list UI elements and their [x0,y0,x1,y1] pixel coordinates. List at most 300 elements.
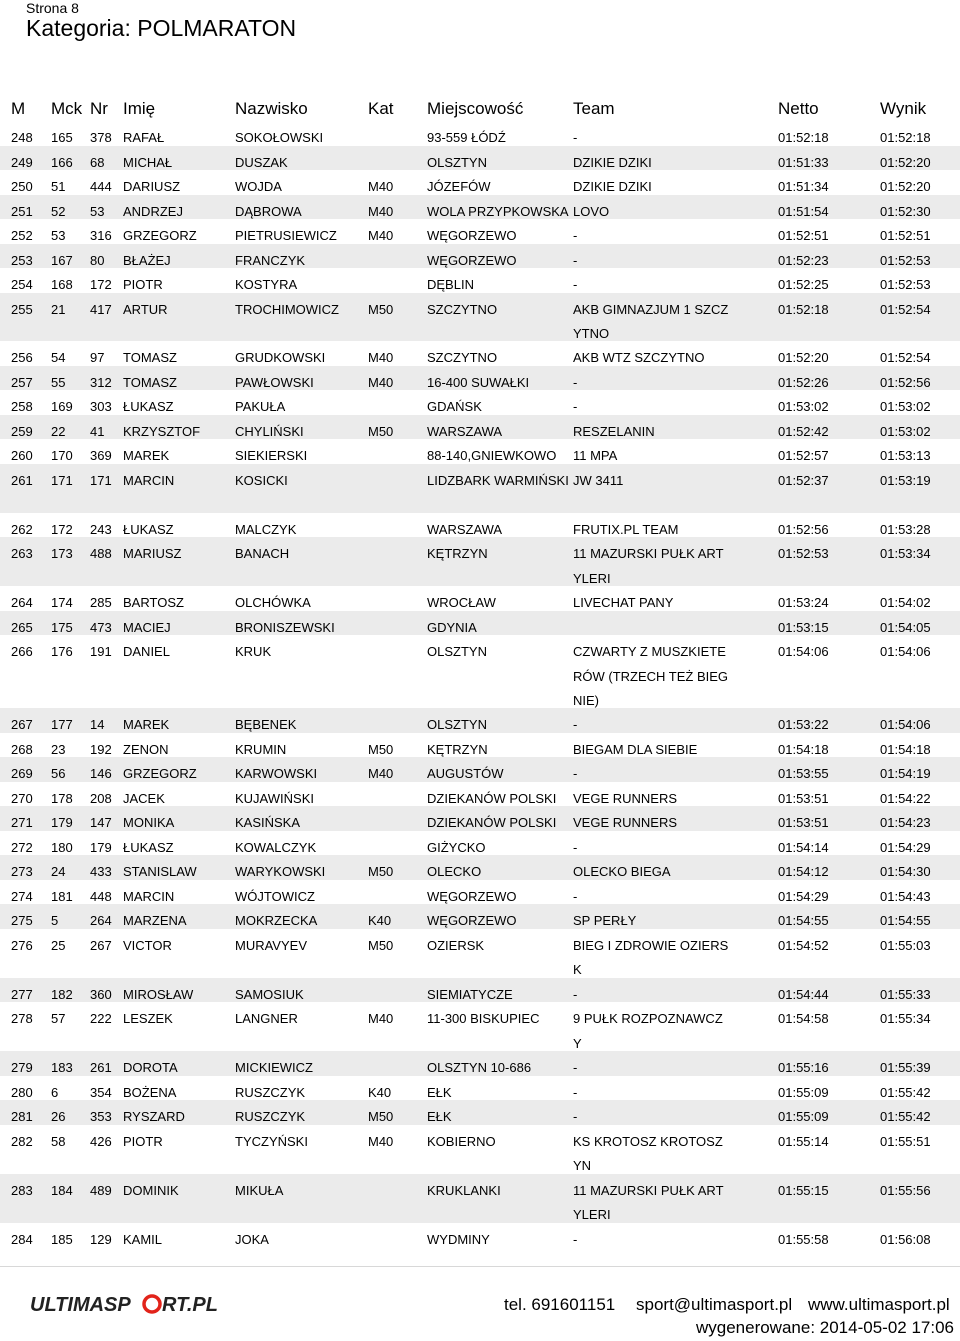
cell-kat: K40 [368,1084,392,1100]
cell-miejscowosc: WĘGORZEWO [427,888,517,904]
cell-m: 248 [11,130,33,145]
cell-mck: 53 [51,228,66,243]
cell-mck: 54 [51,350,66,366]
cell-nazwisko: PAKUŁA [235,399,286,415]
cell-wynik: 01:52:20 [880,179,931,194]
cell-kat: M50 [368,423,394,439]
cell-imie: MAREK [123,717,170,733]
cell-nr: 192 [90,741,112,757]
cell-mck: 23 [51,741,66,757]
table-row [0,733,960,758]
table-row [0,611,960,636]
cell-m: 265 [11,619,33,635]
cell-nazwisko: GRUDKOWSKI [235,350,326,366]
svg-text:RT.PL: RT.PL [162,1294,218,1314]
cell-imie: TOMASZ [123,350,177,366]
cell-miejscowosc: WĘGORZEWO [427,228,517,243]
cell-nazwisko: JOKA [235,1231,269,1247]
cell-m: 276 [11,937,33,953]
cell-imie: DANIEL [123,644,170,660]
cell-m: 253 [11,252,33,268]
table-row [0,1174,960,1223]
cell-imie: MONIKA [123,815,175,831]
cell-mck: 175 [51,619,73,635]
cell-m: 257 [11,374,33,390]
cell-netto: 01:54:52 [778,937,829,953]
cell-nr: 433 [90,864,112,880]
cell-mck: 180 [51,839,73,855]
cell-team: - [573,986,578,1002]
cell-miejscowosc: 11-300 BISKUPIEC [427,1011,540,1027]
cell-miejscowosc: WYDMINY [427,1231,490,1247]
cell-netto: 01:53:24 [778,595,829,611]
cell-netto: 01:54:29 [778,888,829,904]
cell-miejscowosc: EŁK [427,1109,452,1125]
table-row [0,293,960,342]
cell-nazwisko: LANGNER [235,1011,298,1027]
cell-team: - [573,1060,578,1076]
cell-mck: 174 [51,595,73,611]
table-row [0,464,960,513]
cell-imie: RAFAŁ [123,130,165,145]
cell-wynik: 01:53:02 [880,423,931,439]
cell-mck: 177 [51,717,73,733]
cell-imie: DOMINIK [123,1182,179,1198]
cell-m: 278 [11,1011,33,1027]
cell-wynik: 01:54:43 [880,888,931,904]
cell-netto: 01:51:34 [778,179,829,194]
header-m: M [11,99,26,118]
cell-team: VEGE RUNNERS [573,815,678,831]
cell-team: BIEG I ZDROWIE OZIERSK [573,937,729,978]
cell-miejscowosc: 16-400 SUWAŁKI [427,374,530,390]
cell-wynik: 01:52:54 [880,350,931,366]
table-row [0,513,960,538]
cell-nazwisko: RUSZCZYK [235,1084,306,1100]
table-row [0,195,960,220]
cell-m: 259 [11,423,33,439]
cell-kat: K40 [368,913,392,929]
cell-nr: 285 [90,595,112,611]
cell-team: 9 PUŁK ROZPOZNAWCZY [573,1011,723,1051]
header-nazwisko: Nazwisko [235,99,308,118]
cell-nr: 316 [90,228,112,243]
cell-nr: 378 [90,130,112,145]
cell-nr: 53 [90,203,105,219]
cell-wynik: 01:54:06 [880,644,931,660]
cell-m: 280 [11,1084,33,1100]
cell-nazwisko: TYCZYŃSKI [235,1133,308,1149]
header-kat: Kat [368,99,394,118]
cell-team: CZWARTY Z MUSZKIETERÓW (TRZECH TEŻ BIEGNIE) [573,644,729,708]
cell-nazwisko: SOKOŁOWSKI [235,130,324,145]
cell-miejscowosc: WARSZAWA [427,423,503,439]
cell-mck: 171 [51,472,73,488]
cell-imie: ARTUR [123,301,168,317]
table-row [0,806,960,831]
cell-mck: 21 [51,301,66,317]
cell-nr: 354 [90,1084,112,1100]
table-row [0,635,960,708]
cell-wynik: 01:55:42 [880,1084,931,1100]
cell-netto: 01:53:02 [778,399,829,415]
cell-nazwisko: WARYKOWSKI [235,864,326,880]
cell-nazwisko: OLCHÓWKA [235,595,311,611]
cell-wynik: 01:55:51 [880,1133,931,1149]
cell-m: 252 [11,228,33,243]
cell-imie: STANISLAW [123,864,197,880]
cell-m: 273 [11,864,33,880]
cell-team: FRUTIX.PL TEAM [573,521,679,537]
table-row [0,1125,960,1174]
cell-team: LOVO [573,203,610,219]
cell-wynik: 01:52:30 [880,203,931,219]
cell-wynik: 01:54:22 [880,790,931,806]
footer-email[interactable]: sport@ultimasport.pl [636,1295,793,1314]
cell-netto: 01:52:26 [778,374,829,390]
cell-wynik: 01:54:18 [880,741,931,757]
cell-imie: MAREK [123,448,170,464]
cell-nr: 41 [90,423,105,439]
cell-netto: 01:53:22 [778,717,829,733]
cell-nazwisko: DUSZAK [235,154,288,170]
cell-m: 279 [11,1060,33,1076]
cell-m: 266 [11,644,33,660]
cell-mck: 22 [51,423,66,439]
cell-imie: DARIUSZ [123,179,181,194]
cell-nr: 68 [90,154,105,170]
cell-wynik: 01:52:53 [880,252,931,268]
cell-nr: 80 [90,252,105,268]
cell-miejscowosc: EŁK [427,1084,452,1100]
table-row [0,904,960,929]
cell-nazwisko: KUJAWIŃSKI [235,790,314,806]
cell-wynik: 01:55:42 [880,1109,931,1125]
cell-m: 274 [11,888,33,904]
cell-team: - [573,766,578,782]
cell-m: 264 [11,595,33,611]
cell-nazwisko: KRUMIN [235,741,287,757]
table-row [0,1002,960,1051]
cell-wynik: 01:53:19 [880,472,931,488]
cell-nazwisko: TROCHIMOWICZ [235,301,339,317]
cell-miejscowosc: DĘBLIN [427,277,474,292]
cell-kat: M40 [368,1011,394,1027]
cell-team: - [573,277,578,292]
cell-team: - [573,1109,578,1125]
cell-team: DZIKIE DZIKI [573,179,652,194]
cell-m: 254 [11,277,33,292]
cell-nr: 171 [90,472,112,488]
cell-netto: 01:55:09 [778,1109,829,1125]
cell-imie: BOŻENA [123,1084,177,1100]
cell-team: RESZELANIN [573,423,655,439]
cell-miejscowosc: DZIEKANÓW POLSKI [427,815,557,831]
cell-team: 11 MAZURSKI PUŁK ARTYLERI [573,546,724,586]
cell-netto: 01:55:09 [778,1084,829,1100]
cell-m: 251 [11,203,33,219]
header-netto: Netto [778,99,819,118]
table-row [0,831,960,856]
cell-m: 277 [11,986,33,1002]
cell-m: 261 [11,472,33,488]
cell-team: - [573,399,578,415]
cell-netto: 01:52:18 [778,130,829,145]
cell-m: 249 [11,154,33,170]
cell-miejscowosc: JÓZEFÓW [427,179,491,194]
cell-nazwisko: KASIŃSKA [235,815,301,831]
table-row [0,537,960,586]
cell-imie: MARZENA [123,913,187,929]
cell-mck: 184 [51,1182,73,1198]
cell-nr: 243 [90,521,112,537]
table-row [0,415,960,440]
cell-wynik: 01:52:54 [880,301,931,317]
cell-nr: 444 [90,179,112,194]
cell-mck: 185 [51,1231,73,1247]
cell-nazwisko: MURAVYEV [235,937,307,953]
table-row [0,708,960,733]
cell-miejscowosc: WARSZAWA [427,521,503,537]
cell-kat: M40 [368,203,394,219]
table-row [0,1076,960,1101]
cell-nr: 14 [90,717,105,733]
cell-miejscowosc: WOLA PRZYPKOWSKA [427,203,569,219]
table-row [0,170,960,195]
cell-wynik: 01:54:29 [880,839,931,855]
cell-wynik: 01:54:30 [880,864,931,880]
cell-nazwisko: KOSICKI [235,472,288,488]
cell-team: - [573,374,578,390]
cell-miejscowosc: KĘTRZYN [427,741,488,757]
cell-m: 271 [11,815,33,831]
cell-netto: 01:54:55 [778,913,829,929]
cell-netto: 01:53:51 [778,815,829,831]
cell-kat: M50 [368,864,394,880]
cell-nazwisko: KRUK [235,644,272,660]
cell-mck: 167 [51,252,73,268]
cell-team: - [573,130,578,145]
table-row [0,978,960,1003]
cell-nazwisko: KOSTYRA [235,277,298,292]
table-row [0,146,960,171]
cell-wynik: 01:55:33 [880,986,931,1002]
cell-nazwisko: PAWŁOWSKI [235,374,314,390]
cell-m: 272 [11,839,33,855]
cell-m: 268 [11,741,33,757]
cell-imie: ŁUKASZ [123,521,174,537]
cell-netto: 01:52:20 [778,350,829,366]
cell-nr: 353 [90,1109,112,1125]
cell-imie: GRZEGORZ [123,766,197,782]
cell-team: SP PERŁY [573,913,637,929]
cell-nazwisko: CHYLIŃSKI [235,423,304,439]
cell-imie: LESZEK [123,1011,173,1027]
cell-miejscowosc: KĘTRZYN [427,546,488,562]
cell-kat: M40 [368,228,394,243]
cell-nazwisko: WOJDA [235,179,282,194]
results-table [0,121,960,1247]
cell-nr: 191 [90,644,112,660]
cell-imie: BŁAŻEJ [123,252,171,268]
cell-kat: M50 [368,301,394,317]
cell-mck: 173 [51,546,73,562]
cell-team: - [573,839,578,855]
cell-nr: 264 [90,913,112,929]
page-label: Strona 8 [26,0,79,16]
cell-team: 11 MAZURSKI PUŁK ARTYLERI [573,1182,724,1223]
cell-mck: 176 [51,644,73,660]
cell-kat: M40 [368,766,394,782]
cell-wynik: 01:53:02 [880,399,931,415]
footer-divider [0,1266,960,1267]
cell-nazwisko: KOWALCZYK [235,839,317,855]
cell-team: BIEGAM DLA SIEBIE [573,741,698,757]
cell-imie: RYSZARD [123,1109,185,1125]
cell-nr: 146 [90,766,112,782]
cell-m: 256 [11,350,33,366]
cell-team: AKB WTZ SZCZYTNO [573,350,705,366]
cell-mck: 58 [51,1133,66,1149]
cell-kat: M50 [368,1109,394,1125]
cell-m: 260 [11,448,33,464]
cell-netto: 01:52:42 [778,423,829,439]
table-row [0,366,960,391]
footer-website[interactable]: www.ultimasport.pl [808,1295,950,1314]
cell-kat: M40 [368,374,394,390]
cell-netto: 01:55:14 [778,1133,829,1149]
cell-imie: PIOTR [123,277,163,292]
svg-text:ULTIMASP: ULTIMASP [30,1294,131,1314]
cell-netto: 01:54:12 [778,864,829,880]
cell-imie: GRZEGORZ [123,228,197,243]
cell-m: 269 [11,766,33,782]
cell-nazwisko: BĘBENEK [235,717,297,733]
cell-kat: M40 [368,179,394,194]
table-row [0,586,960,611]
cell-team: DZIKIE DZIKI [573,154,652,170]
cell-netto: 01:54:44 [778,986,829,1002]
cell-netto: 01:55:58 [778,1231,829,1247]
header-miejscowosc: Miejscowość [427,99,524,118]
cell-mck: 26 [51,1109,66,1125]
cell-netto: 01:51:33 [778,154,829,170]
cell-netto: 01:53:55 [778,766,829,782]
cell-miejscowosc: OLSZTYN [427,644,487,660]
cell-team: - [573,888,578,904]
cell-nazwisko: BRONISZEWSKI [235,619,335,635]
cell-team: - [573,1231,578,1247]
cell-m: 250 [11,179,33,194]
cell-netto: 01:54:18 [778,741,829,757]
cell-team: 11 MPA [573,448,618,464]
table-row [0,929,960,978]
cell-miejscowosc: DZIEKANÓW POLSKI [427,790,557,806]
table-row [0,855,960,880]
cell-imie: MARIUSZ [123,546,182,562]
cell-wynik: 01:54:23 [880,815,931,831]
cell-netto: 01:55:16 [778,1060,829,1076]
cell-mck: 181 [51,888,73,904]
cell-imie: DOROTA [123,1060,178,1076]
cell-mck: 25 [51,937,66,953]
cell-team: JW 3411 [573,472,624,488]
cell-nazwisko: PIETRUSIEWICZ [235,228,337,243]
cell-nr: 222 [90,1011,112,1027]
cell-kat: M50 [368,937,394,953]
cell-m: 255 [11,301,33,317]
cell-nr: 147 [90,815,112,831]
cell-imie: MARCIN [123,888,175,904]
cell-wynik: 01:55:39 [880,1060,931,1076]
cell-m: 258 [11,399,33,415]
cell-miejscowosc: AUGUSTÓW [427,766,504,782]
cell-m: 281 [11,1109,33,1125]
cell-imie: VICTOR [123,937,172,953]
cell-miejscowosc: OZIERSK [427,937,485,953]
cell-miejscowosc: GIŻYCKO [427,839,486,855]
cell-imie: MICHAŁ [123,154,173,170]
cell-imie: MACIEJ [123,619,171,635]
cell-nazwisko: MOKRZECKA [235,913,318,929]
cell-m: 284 [11,1231,33,1247]
cell-wynik: 01:52:51 [880,228,931,243]
cell-team: OLECKO BIEGA [573,864,671,880]
cell-m: 270 [11,790,33,806]
cell-team: AKB GIMNAZJUM 1 SZCZYTNO [573,301,729,341]
cell-mck: 169 [51,399,73,415]
cell-nr: 489 [90,1182,112,1198]
cell-miejscowosc: 93-559 ŁÓDŹ [427,130,506,145]
header-wynik: Wynik [880,99,927,118]
cell-nazwisko: MICKIEWICZ [235,1060,313,1076]
cell-nazwisko: FRANCZYK [235,252,306,268]
cell-nazwisko: BANACH [235,546,290,562]
table-row [0,880,960,905]
cell-netto: 01:54:58 [778,1011,829,1027]
cell-m: 262 [11,521,33,537]
table-row [0,244,960,269]
cell-mck: 166 [51,154,73,170]
cell-mck: 170 [51,448,73,464]
cell-miejscowosc: WROCŁAW [427,595,496,611]
cell-nr: 179 [90,839,112,855]
cell-mck: 182 [51,986,73,1002]
cell-nr: 261 [90,1060,112,1076]
cell-wynik: 01:53:28 [880,521,931,537]
cell-mck: 183 [51,1060,73,1076]
cell-miejscowosc: OLSZTYN [427,154,487,170]
cell-imie: ŁUKASZ [123,399,174,415]
table-row [0,121,960,146]
cell-mck: 172 [51,521,73,537]
cell-netto: 01:52:56 [778,521,829,537]
cell-netto: 01:51:54 [778,203,829,219]
cell-miejscowosc: KOBIERNO [427,1133,496,1149]
cell-team: - [573,1084,578,1100]
cell-mck: 24 [51,864,66,880]
cell-miejscowosc: GDYNIA [427,619,477,635]
cell-imie: BARTOSZ [123,595,184,611]
cell-m: 267 [11,717,33,733]
cell-nazwisko: MIKUŁA [235,1182,284,1198]
category-title: Kategoria: POLMARATON [26,15,297,41]
cell-nr: 448 [90,888,112,904]
cell-mck: 52 [51,203,66,219]
table-row [0,1051,960,1076]
table-row [0,1100,960,1125]
cell-miejscowosc: SZCZYTNO [427,301,498,317]
